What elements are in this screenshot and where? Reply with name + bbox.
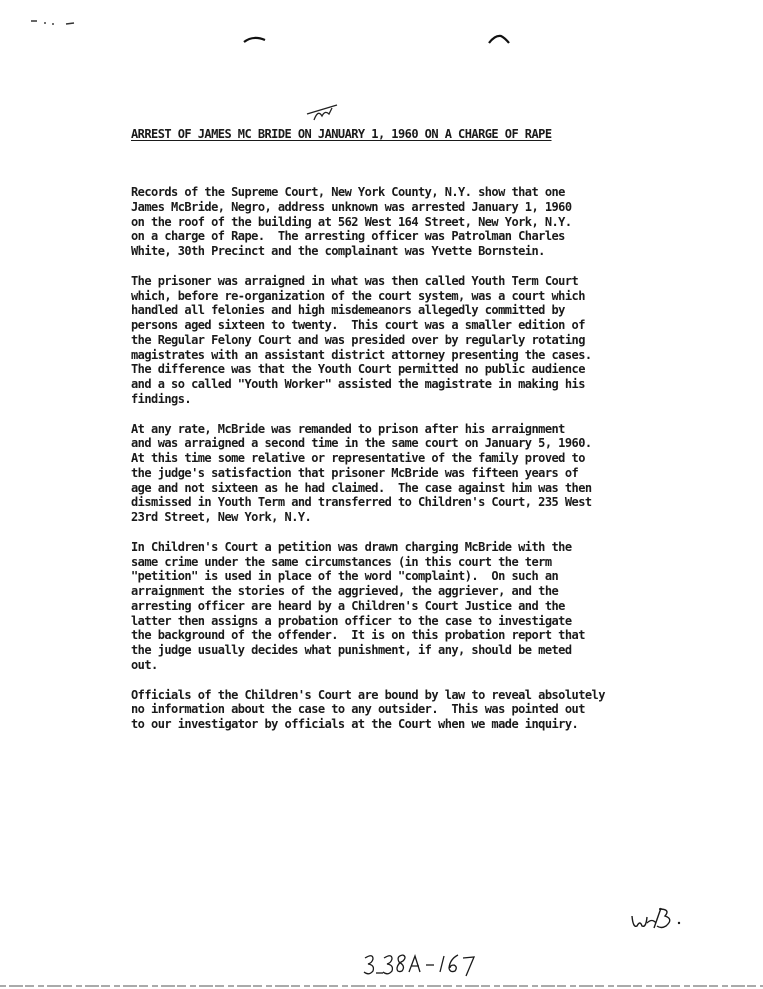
text-line: findings. xyxy=(131,391,192,406)
bottom-scan-edge xyxy=(0,985,763,987)
text-line: and was arraigned a second time in the same court on January 5, 1960. xyxy=(131,436,592,451)
text-line: Records of the Supreme Court, New York County, N.Y. show that one xyxy=(131,185,565,199)
text-line: same crime under the same circumstances (in this court the term xyxy=(131,554,552,569)
text-line: At any rate, McBride was remanded to prison after his arraignment xyxy=(131,421,565,436)
text-line: the judge's satisfaction that prisoner McBride was fifteen years of xyxy=(131,465,579,480)
text-line: handled all felonies and high misdemeanors allegedly committed by xyxy=(131,303,565,318)
text-line: At this time some relative or representative of the family proved to xyxy=(131,451,585,465)
text-line: latter then assigns a probation officer to the case to investigate xyxy=(131,613,572,628)
text-line: arresting officer are heard by a Children's Court Justice and the xyxy=(131,598,565,613)
text-line: persons aged sixteen to twenty. This court was a smaller edition of xyxy=(131,318,585,332)
text-line: In Children's Court a petition was drawn charging McBride with the xyxy=(131,539,572,554)
text-line: out. xyxy=(131,657,158,672)
text-line: White, 30th Precinct and the complainant was Yvette Bornstein. xyxy=(131,244,545,258)
handwritten-initials xyxy=(628,904,684,934)
text-line: on the roof of the building at 562 West 164 Street, New York, N.Y. xyxy=(131,214,572,229)
handwritten-file-number xyxy=(362,950,478,978)
text-line: which, before re-organization of the court system, was a court which xyxy=(131,288,585,303)
text-line: the Regular Felony Court and was presided over by regularly rotating xyxy=(131,332,585,347)
text-line: The difference was that the Youth Court permitted no public audience xyxy=(131,362,585,377)
text-line: magistrates with an assistant district attorney presenting the cases. xyxy=(131,347,592,362)
text-line: the judge usually decides what punishment, if any, should be meted xyxy=(131,643,572,657)
paragraph-records xyxy=(131,185,691,259)
text-line: no information about the case to any outsider. This was pointed out xyxy=(131,702,585,717)
paragraph-childrens-court xyxy=(131,540,691,673)
scribble-mark xyxy=(305,102,339,124)
paragraph-arraignment xyxy=(131,274,691,407)
text-line: "petition" is used in place of the word "complaint). On such an xyxy=(131,569,559,584)
stray-marks xyxy=(30,18,80,28)
document-body xyxy=(131,185,691,747)
text-line: James McBride, Negro, address unknown was arrested January 1, 1960 xyxy=(131,199,572,214)
text-line: arraignment the stories of the aggrieved, the aggriever, and the xyxy=(131,584,559,598)
punch-mark-right xyxy=(487,34,511,46)
text-line: on a charge of Rape. The arresting officer was Patrolman Charles xyxy=(131,229,565,244)
text-line: to our investigator by officials at the Court when we made inquiry. xyxy=(131,717,579,731)
text-line: the background of the offender. It is on this probation report that xyxy=(131,628,585,643)
text-line: 23rd Street, New York, N.Y. xyxy=(131,510,312,524)
punch-mark-left xyxy=(243,34,267,46)
paragraph-officials xyxy=(131,688,691,732)
text-line: Officials of the Children's Court are bound by law to reveal absolutely xyxy=(131,687,605,702)
paragraph-remand xyxy=(131,422,691,525)
text-line: age and not sixteen as he had claimed. The case against him was then xyxy=(131,480,592,495)
text-line: dismissed in Youth Term and transferred to Children's Court, 235 West xyxy=(131,495,592,510)
text-line: The prisoner was arraigned in what was then called Youth Term Court xyxy=(131,273,579,288)
text-line: and a so called "Youth Worker" assisted the magistrate in making his xyxy=(131,377,585,391)
document-title: ARREST OF JAMES MC BRIDE ON JANUARY 1, 1960 ON A CHARGE OF RAPE xyxy=(131,127,552,141)
